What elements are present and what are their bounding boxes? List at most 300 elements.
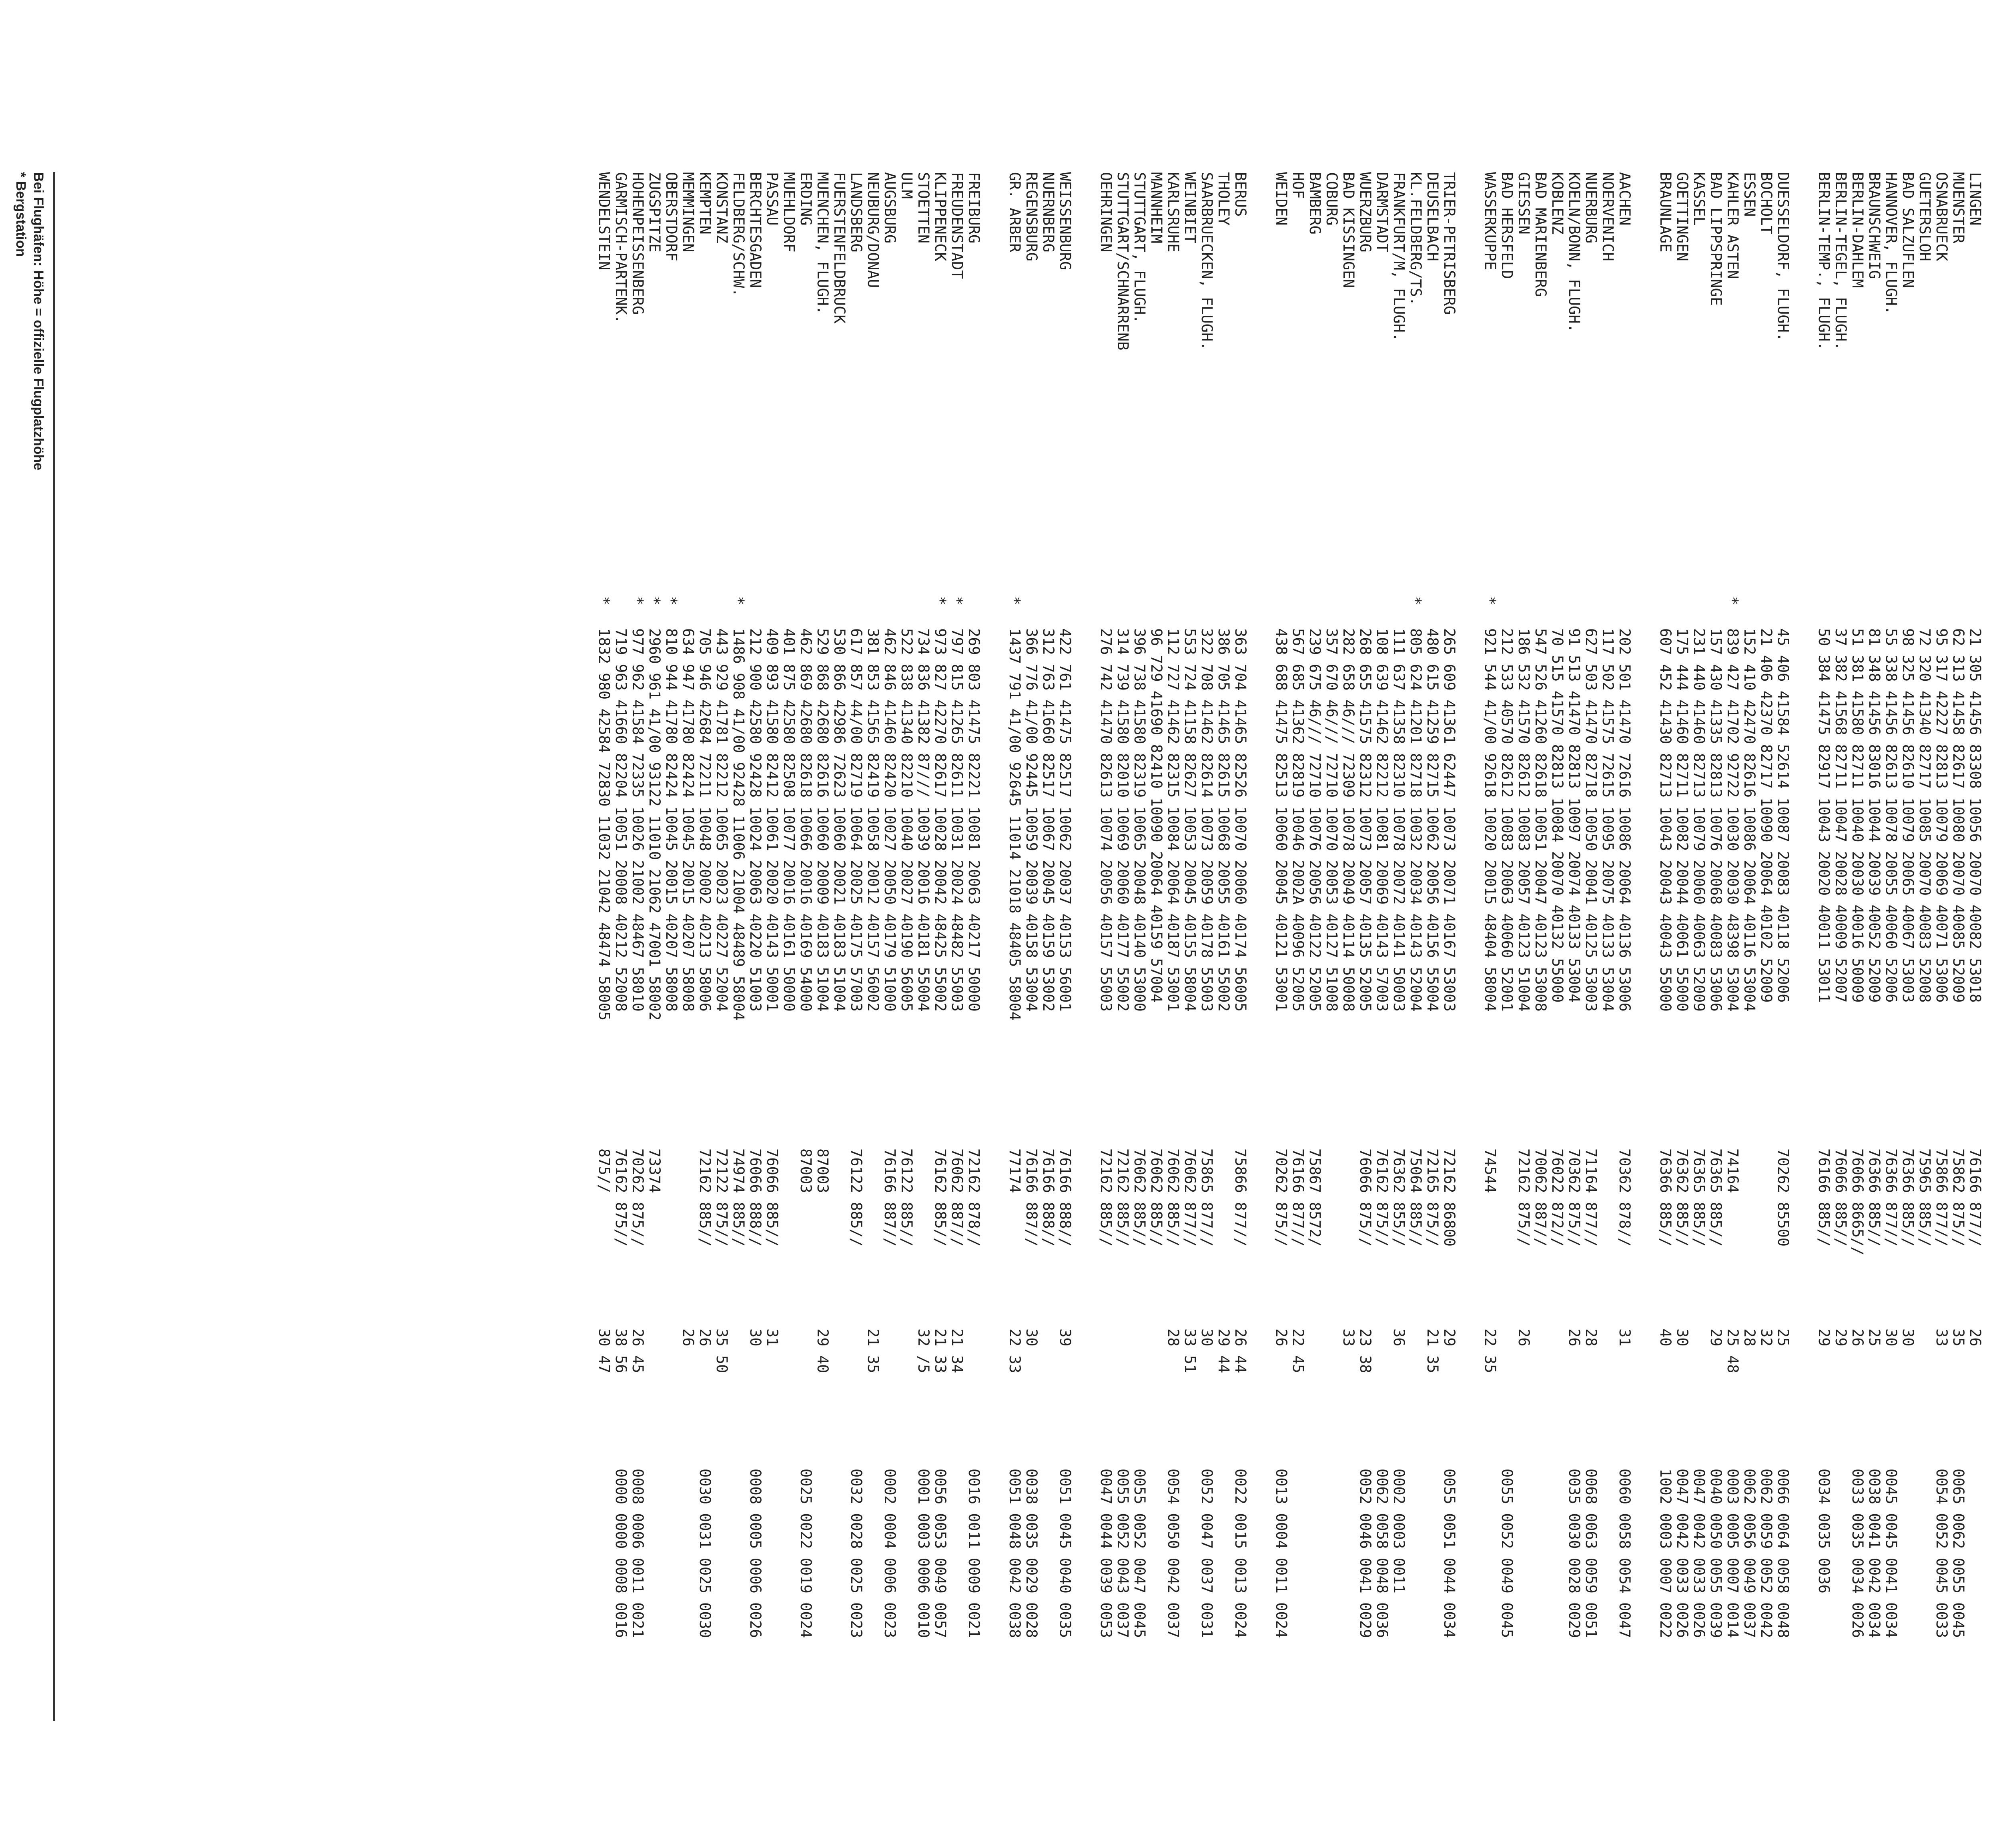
soil-temperatures: 0066 0064 0058 0048 (1774, 1469, 1792, 1638)
station-name: WEIDEN (1273, 172, 1290, 226)
gust-values: 26 (1967, 1329, 1984, 1347)
station-name: STOETTEN (915, 172, 932, 244)
synop-groups: 314 739 41580 82010 10069 20060 40177 55002 (1114, 628, 1131, 1012)
station-name: AUGSBURG (881, 172, 898, 244)
cloud-groups: 76062 885// (1131, 1148, 1148, 1247)
station-name: GARMISCH-PARTENK. (612, 172, 630, 324)
synop-groups: 409 893 41580 82412 10061 20020 40143 50001 (764, 628, 781, 1012)
gust-values: 32 /5 (915, 1329, 932, 1373)
cloud-groups: 76362 885// (1674, 1148, 1691, 1247)
mountain-marker: * (1482, 596, 1499, 605)
station-name: AACHEN (1616, 172, 1633, 226)
mountain-marker: * (948, 596, 966, 605)
station-name: WUERZBURG (1357, 172, 1374, 253)
station-name: ERDING (797, 172, 814, 226)
gust-values: 26 (1566, 1329, 1583, 1347)
station-name: WENDELSTEIN (595, 172, 613, 271)
synop-groups: 212 533 40570 82612 10083 20063 40060 52001 (1498, 628, 1516, 1012)
station-name: NOERVENICH (1599, 172, 1616, 261)
cloud-groups: 76166 877// (1967, 1148, 1984, 1247)
gust-values: 26 (1849, 1329, 1866, 1347)
soil-temperatures: 0062 0058 0048 0036 (1373, 1469, 1391, 1638)
synop-groups: 634 947 41780 82424 10045 20015 40207 58008 (680, 628, 697, 1012)
synop-groups: 117 502 41575 72615 10095 20075 40133 53004 (1599, 628, 1616, 1012)
mountain-marker: * (932, 596, 949, 605)
soil-temperatures: 1002 0003 0007 0022 (1657, 1469, 1674, 1638)
gust-values: 22 35 (1482, 1329, 1499, 1373)
synop-groups: 462 846 41460 82420 10027 20050 40179 51000 (881, 628, 898, 1012)
mountain-marker: * (629, 596, 646, 605)
soil-temperatures: 0025 0022 0019 0024 (797, 1469, 814, 1638)
station-name: ESSEN (1741, 172, 1758, 217)
soil-temperatures: 0047 0044 0039 0053 (1097, 1469, 1115, 1638)
synop-groups: 152 410 42470 82616 10086 20064 40116 53004 (1741, 628, 1758, 1012)
gust-values: 33 (1933, 1329, 1950, 1347)
station-name: OBERSTDORF (663, 172, 680, 261)
cloud-groups: 72162 878// (965, 1148, 982, 1247)
synop-groups: 282 658 46/// 72309 10078 20049 40114 50008 (1340, 628, 1357, 1012)
synop-groups: 381 853 41565 82419 10058 20012 40157 56002 (864, 628, 882, 1012)
cloud-groups: 72162 885// (1097, 1148, 1115, 1247)
station-name: BAMBERG (1306, 172, 1323, 235)
soil-temperatures: 0055 0052 0043 0037 (1114, 1469, 1131, 1638)
synop-groups: 401 875 42580 82508 10077 20016 40161 50000 (780, 628, 798, 1012)
station-name: HANNOVER, FLUGH. (1883, 172, 1900, 315)
station-name: WEINBIET (1181, 172, 1199, 244)
synop-groups: 268 655 41575 82312 10073 20057 40135 52005 (1357, 628, 1374, 1012)
synop-groups: 312 763 41660 82517 10067 20045 40159 53002 (1040, 628, 1057, 1012)
synop-groups: 231 440 41460 82713 10079 20060 40063 52009 (1690, 628, 1708, 1012)
cloud-groups: 76122 885// (898, 1148, 915, 1247)
station-name: FRANKFURT/M, FLUGH. (1390, 172, 1408, 342)
synop-groups: 1832 980 42584 72830 11032 21042 48474 58005 (595, 628, 613, 1021)
gust-values: 29 44 (1215, 1329, 1232, 1373)
station-name: HOHENPEISSENBERG (629, 172, 646, 315)
cloud-groups: 72165 875// (1424, 1148, 1441, 1247)
synop-groups: 363 704 41465 82526 10070 20060 40174 56005 (1232, 628, 1249, 1012)
soil-temperatures: 0032 0028 0025 0023 (848, 1469, 865, 1638)
gust-values: 21 34 (948, 1329, 966, 1373)
station-name: OEHRINGEN (1097, 172, 1115, 253)
mountain-marker: * (1407, 596, 1424, 605)
station-name: BERCHTESGADEN (747, 172, 764, 288)
cloud-groups: 73374 (646, 1148, 663, 1193)
synop-groups: 21 406 42370 82717 10090 20064 40102 52009 (1758, 628, 1775, 1003)
synop-groups: 70 515 41570 82813 10084 20070 40132 55000 (1549, 628, 1566, 1003)
cloud-groups: 76365 885// (1690, 1148, 1708, 1247)
station-name: ZUGSPITZE (646, 172, 663, 253)
soil-temperatures: 0001 0003 0006 0010 (915, 1469, 932, 1638)
station-name: BRAUNLAGE (1657, 172, 1674, 253)
mountain-marker: * (1724, 596, 1741, 605)
bottom-rule (53, 172, 55, 1721)
cloud-groups: 76022 872// (1549, 1148, 1566, 1247)
soil-temperatures: 0002 0003 0011 (1390, 1469, 1408, 1593)
mountain-marker: * (663, 596, 680, 605)
station-name: SAARBRUECKEN, FLUGH. (1198, 172, 1215, 351)
synop-groups: 627 503 41470 82718 10050 20041 40125 53003 (1582, 628, 1600, 1012)
station-name: FREIBURG (965, 172, 982, 244)
station-name: BERLIN-TEMP., FLUGH. (1815, 172, 1833, 351)
soil-temperatures: 0052 0047 0037 0031 (1198, 1469, 1215, 1638)
synop-groups: 91 513 41470 82813 10097 20074 40133 53004 (1566, 628, 1583, 1003)
gust-values: 21 33 (932, 1329, 949, 1373)
synop-groups: 21 305 41456 83308 10056 20070 40082 53018 (1967, 628, 1984, 1003)
gust-values: 30 (1674, 1329, 1691, 1347)
station-name: REGENSBURG (1023, 172, 1040, 261)
cloud-groups: 76066 888// (747, 1148, 764, 1247)
cloud-groups: 72162 885// (696, 1148, 714, 1247)
cloud-groups: 76066 885// (1832, 1148, 1849, 1247)
mountain-marker: * (595, 596, 613, 605)
gust-values: 31 (764, 1329, 781, 1347)
synop-groups: 921 544 41/00 92618 10020 20015 48404 58004 (1482, 628, 1499, 1012)
cloud-groups: 75866 877// (1232, 1148, 1249, 1247)
gust-values: 26 (696, 1329, 714, 1347)
soil-temperatures: 0013 0004 0011 0024 (1273, 1469, 1290, 1638)
station-name: FREUDENSTADT (948, 172, 966, 279)
cloud-groups: 76066 885// (764, 1148, 781, 1247)
station-name: MUENCHEN, FLUGH. (814, 172, 831, 315)
soil-temperatures: 0056 0053 0049 0057 (932, 1469, 949, 1638)
station-name: PASSAU (764, 172, 781, 226)
synop-groups: 239 675 46/// 72710 10076 20056 40122 52005 (1306, 628, 1323, 1012)
station-name: KASSEL (1690, 172, 1708, 226)
cloud-groups: 76062 885// (1165, 1148, 1182, 1247)
soil-temperatures: 0022 0015 0013 0024 (1232, 1469, 1249, 1638)
gust-values: 26 (1515, 1329, 1532, 1347)
station-name: FUERSTENFELDBRUCK (831, 172, 848, 324)
station-name: KONSTANZ (713, 172, 730, 244)
synop-groups: 522 838 41340 82210 10040 20027 40190 56005 (898, 628, 915, 1012)
soil-temperatures: 0062 0056 0049 0037 (1741, 1469, 1758, 1638)
synop-groups: 269 803 41475 82221 10081 20063 40217 50000 (965, 628, 982, 1012)
gust-values: 21 35 (864, 1329, 882, 1373)
cloud-groups: 76166 888// (1057, 1148, 1074, 1247)
cloud-groups: 76062 887// (948, 1148, 966, 1247)
gust-values: 33 (1340, 1329, 1357, 1347)
station-name: GIESSEN (1515, 172, 1532, 235)
synop-groups: 1437 791 41/00 92645 11014 21018 48405 58004 (1006, 628, 1023, 1021)
gust-values: 30 47 (595, 1329, 613, 1373)
soil-temperatures: 0065 0062 0055 0045 (1950, 1469, 1967, 1638)
station-name: BAD SALZUFLEN (1899, 172, 1917, 288)
synop-groups: 81 348 41456 83016 10044 20039 40052 52009 (1866, 628, 1883, 1003)
cloud-groups: 70062 887// (1532, 1148, 1549, 1247)
gust-values: 29 40 (814, 1329, 831, 1373)
synop-groups: 366 776 41/00 92445 10059 20039 40158 53004 (1023, 628, 1040, 1012)
station-name: WASSERKUPPE (1482, 172, 1499, 271)
cloud-groups: 76166 885// (1815, 1148, 1833, 1247)
cloud-groups: 74974 885// (730, 1148, 747, 1247)
gust-values: 22 45 (1289, 1329, 1307, 1373)
cloud-groups: 77174 (1006, 1148, 1023, 1193)
cloud-groups: 76162 875// (1373, 1148, 1391, 1247)
cloud-groups: 70262 85500 (1774, 1148, 1792, 1247)
gust-values: 30 (1883, 1329, 1900, 1347)
station-name: NEUBURG/DONAU (864, 172, 882, 288)
synop-groups: 567 685 41362 82819 10046 2002A 40096 52005 (1289, 628, 1307, 1012)
station-name: BAD KISSINGEN (1340, 172, 1357, 288)
cloud-groups: 76366 885// (1899, 1148, 1917, 1247)
soil-temperatures: 0008 0005 0006 0026 (747, 1469, 764, 1638)
station-name: KL.FELDBERG/TS. (1407, 172, 1424, 306)
soil-temperatures: 0055 0052 0049 0045 (1498, 1469, 1516, 1638)
gust-values: 26 (680, 1329, 697, 1347)
synop-groups: 72 320 41340 82717 10085 20070 40083 52008 (1916, 628, 1933, 1003)
gust-values: 32 (1758, 1329, 1775, 1347)
cloud-groups: 76166 888// (1040, 1148, 1057, 1247)
soil-temperatures: 0054 0050 0042 0037 (1165, 1469, 1182, 1638)
gust-values: 26 44 (1232, 1329, 1249, 1373)
cloud-groups: 74164 (1724, 1148, 1741, 1193)
cloud-groups: 72162 875// (1515, 1148, 1532, 1247)
gust-values: 28 (1582, 1329, 1600, 1347)
station-name: TRIER-PETRISBERG (1441, 172, 1458, 315)
soil-temperatures: 0034 0035 0036 (1815, 1469, 1833, 1593)
cloud-groups: 875// (595, 1148, 613, 1193)
synop-groups: 547 526 41260 82618 10051 20047 40123 53008 (1532, 628, 1549, 1012)
station-name: MUEHLDORF (780, 172, 798, 253)
soil-temperatures: 0068 0063 0059 0051 (1582, 1469, 1600, 1638)
soil-temperatures: 0035 0030 0028 0029 (1566, 1469, 1583, 1638)
synop-groups: 977 962 41584 72335 10026 21002 48467 58010 (629, 628, 646, 1012)
gust-values: 30 (1198, 1329, 1215, 1347)
synop-groups: 112 727 41462 82315 10084 20064 40187 53001 (1165, 628, 1182, 1012)
station-name: DARMSTADT (1373, 172, 1391, 253)
station-name: LANDSBERG (848, 172, 865, 253)
station-name: GOETTINGEN (1674, 172, 1691, 261)
synop-groups: 276 742 41470 82613 10074 20056 40157 55003 (1097, 628, 1115, 1012)
cloud-groups: 76366 877// (1883, 1148, 1900, 1247)
synop-groups: 37 382 41568 82711 10047 20028 40009 52007 (1832, 628, 1849, 1003)
cloud-groups: 75064 885// (1407, 1148, 1424, 1247)
synop-groups: 553 724 41158 82627 10053 20045 40155 58004 (1181, 628, 1199, 1012)
synop-groups: 530 866 42986 72623 10060 20021 40183 51004 (831, 628, 848, 1012)
station-name: STUTTGART/SCHNARRENB (1114, 172, 1131, 351)
gust-values: 40 (1657, 1329, 1674, 1347)
synop-groups: 386 705 41465 82615 10068 20055 40161 55002 (1215, 628, 1232, 1012)
soil-temperatures: 0033 0035 0034 0026 (1849, 1469, 1866, 1638)
cloud-groups: 75867 8572/ (1306, 1148, 1323, 1247)
station-name: ULM (898, 172, 915, 199)
cloud-groups: 70362 875// (1566, 1148, 1583, 1247)
soil-temperatures: 0060 0058 0054 0047 (1616, 1469, 1633, 1638)
soil-temperatures: 0030 0031 0025 0030 (696, 1469, 714, 1638)
station-name: MUENSTER (1950, 172, 1967, 244)
synop-groups: 2960 961 41/00 93122 11010 21062 47001 58002 (646, 628, 663, 1021)
station-name: WEISSENBURG (1057, 172, 1074, 271)
station-name: BAD LIPPSPRINGE (1707, 172, 1724, 306)
station-name: HOF (1289, 172, 1307, 199)
gust-values: 33 51 (1181, 1329, 1199, 1373)
cloud-groups: 76162 885// (932, 1148, 949, 1247)
station-name: BAD MARIENBERG (1532, 172, 1549, 297)
cloud-groups: 75862 875// (1950, 1148, 1967, 1247)
soil-temperatures: 0002 0004 0006 0023 (881, 1469, 898, 1638)
synop-groups: 62 313 41458 82617 10080 20070 40085 52009 (1950, 628, 1967, 1003)
synop-groups: 719 963 41660 82204 10051 20008 40212 52008 (612, 628, 630, 1012)
mountain-marker: * (646, 596, 663, 605)
soil-temperatures: 0052 0046 0041 0029 (1357, 1469, 1374, 1638)
cloud-groups: 72162 86800 (1441, 1148, 1458, 1247)
station-name: MEMMINGEN (680, 172, 697, 253)
soil-temperatures: 0055 0052 0047 0045 (1131, 1469, 1148, 1638)
station-name: BAD HERSFELD (1498, 172, 1516, 279)
gust-values: 28 (1165, 1329, 1182, 1347)
gust-values: 39 (1057, 1329, 1074, 1347)
cloud-groups: 76166 877// (1289, 1148, 1307, 1247)
soil-temperatures: 0038 0041 0042 0034 (1866, 1469, 1883, 1638)
synop-groups: 202 501 41470 72616 10086 20064 40136 53006 (1616, 628, 1633, 1012)
station-name: MANNHEIM (1148, 172, 1165, 244)
synop-groups: 422 761 41475 82517 10062 20037 40153 56001 (1057, 628, 1074, 1012)
soil-temperatures: 0062 0059 0052 0042 (1758, 1469, 1775, 1638)
synop-groups: 973 827 42270 82617 10028 20042 48425 55002 (932, 628, 949, 1012)
soil-temperatures: 0016 0011 0009 0021 (965, 1469, 982, 1638)
cloud-groups: 76162 875// (612, 1148, 630, 1247)
station-name: BRAUNSCHWEIG (1866, 172, 1883, 279)
soil-temperatures: 0047 0042 0033 0026 (1690, 1469, 1708, 1638)
gust-values: 30 (747, 1329, 764, 1347)
footnote-airport-height: Bei Flughäfen: Höhe = offizielle Flugplatzhöhe (31, 172, 46, 471)
synop-groups: 705 946 42684 72211 10048 20002 40213 58006 (696, 628, 714, 1012)
station-name: GR. ARBER (1006, 172, 1023, 253)
soil-temperatures: 0003 0005 0007 0014 (1724, 1469, 1741, 1638)
station-name: KOELN/BONN, FLUGH. (1566, 172, 1583, 333)
gust-values: 36 (1390, 1329, 1408, 1347)
synop-groups: 396 738 41580 82319 10065 20048 40140 53000 (1131, 628, 1148, 1012)
gust-values: 35 50 (713, 1329, 730, 1373)
gust-values: 30 (1023, 1329, 1040, 1347)
synop-groups: 96 729 41690 82410 10090 20064 40159 57004 (1148, 628, 1165, 1003)
synop-groups: 51 381 41580 82711 10040 20030 40016 50009 (1849, 628, 1866, 1003)
station-name: BERUS (1232, 172, 1249, 217)
station-name: LINGEN (1967, 172, 1984, 226)
cloud-groups: 76366 885// (1866, 1148, 1883, 1247)
gust-values: 25 48 (1724, 1329, 1741, 1373)
synop-groups: 157 430 41335 82813 10076 20068 40083 53006 (1707, 628, 1724, 1012)
synop-groups: 108 639 41462 82212 10081 20069 40143 57003 (1373, 628, 1391, 1012)
soil-temperatures: 0038 0035 0029 0028 (1023, 1469, 1040, 1638)
synop-groups: 805 624 41201 82718 10032 20034 40143 52004 (1407, 628, 1424, 1012)
station-name: GUETERSLOH (1916, 172, 1933, 261)
cloud-groups: 70362 878// (1616, 1148, 1633, 1247)
mountain-marker: * (1006, 596, 1023, 605)
synop-groups: 50 384 41475 82917 10043 20020 40011 53011 (1815, 628, 1833, 1003)
cloud-groups: 76362 855// (1390, 1148, 1408, 1247)
gust-values: 26 (1273, 1329, 1290, 1347)
cloud-groups: 76122 885// (848, 1148, 865, 1247)
synop-groups: 607 452 41430 82713 10043 20043 40043 55000 (1657, 628, 1674, 1012)
soil-temperatures: 0051 0045 0040 0035 (1057, 1469, 1074, 1638)
gust-values: 25 (1866, 1329, 1883, 1347)
gust-values: 26 45 (629, 1329, 646, 1373)
synop-groups: 438 688 41475 82513 10060 20045 40121 53001 (1273, 628, 1290, 1012)
gust-values: 30 (1899, 1329, 1917, 1347)
cloud-groups: 75866 877// (1933, 1148, 1950, 1247)
station-name: DEUSELBACH (1424, 172, 1441, 261)
footnotes (12, 172, 47, 470)
cloud-groups: 70262 875// (1273, 1148, 1290, 1247)
gust-values: 29 (1815, 1329, 1833, 1347)
gust-values: 22 33 (1006, 1329, 1023, 1373)
station-name: FELDBERG/SCHW. (730, 172, 747, 297)
cloud-groups: 75965 885// (1916, 1148, 1933, 1247)
footnote-mountain-station: * Bergstation (13, 172, 28, 257)
cloud-groups: 71164 877// (1582, 1148, 1600, 1247)
soil-temperatures: 0055 0051 0044 0034 (1441, 1469, 1458, 1638)
soil-temperatures: 0051 0048 0042 0038 (1006, 1469, 1023, 1638)
synop-groups: 734 836 41382 87/// 10039 20016 40181 55004 (915, 628, 932, 1012)
cloud-groups: 76365 885// (1707, 1148, 1724, 1247)
gust-values: 28 (1741, 1329, 1758, 1347)
station-name: KARLSRUHE (1165, 172, 1182, 253)
soil-temperatures: 0000 0000 0008 0016 (612, 1469, 630, 1638)
station-name: KEMPTEN (696, 172, 714, 235)
synop-groups: 95 317 42227 82813 10079 20069 40071 53006 (1933, 628, 1950, 1003)
station-name: OSNABRUECK (1933, 172, 1950, 261)
station-name: KOBLENZ (1549, 172, 1566, 235)
soil-temperatures: 0054 0052 0045 0033 (1933, 1469, 1950, 1638)
mountain-marker: * (730, 596, 747, 605)
synop-groups: 175 444 41460 82711 10082 20044 40061 55000 (1674, 628, 1691, 1012)
station-name: BERLIN-TEGEL, FLUGH. (1832, 172, 1849, 351)
cloud-groups: 72122 875// (713, 1148, 730, 1247)
cloud-groups: 87003 (814, 1148, 831, 1193)
synop-groups: 322 708 41462 82614 10073 20059 40178 55003 (1198, 628, 1215, 1012)
cloud-groups: 76366 885// (1657, 1148, 1674, 1247)
cloud-groups: 76062 885// (1148, 1148, 1165, 1247)
cloud-groups: 76166 887// (881, 1148, 898, 1247)
station-name: DUESSELDORF, FLUGH. (1774, 172, 1792, 342)
synop-groups: 443 929 41781 82212 10065 20023 40227 52004 (713, 628, 730, 1012)
station-name: BOCHOLT (1758, 172, 1775, 235)
soil-temperatures: 0008 0006 0011 0021 (629, 1469, 646, 1638)
gust-values: 21 35 (1424, 1329, 1441, 1373)
soil-temperatures: 0045 0045 0041 0034 (1883, 1469, 1900, 1638)
gust-values: 31 (1616, 1329, 1633, 1347)
synop-groups: 265 609 41361 62447 10073 20071 40167 53003 (1441, 628, 1458, 1012)
synop-groups: 98 325 41456 82610 10079 20065 40067 53003 (1899, 628, 1917, 1003)
station-name: KLIPPENECK (932, 172, 949, 261)
cloud-groups: 70262 875// (629, 1148, 646, 1247)
gust-values: 25 (1774, 1329, 1792, 1347)
station-name: BERLIN-DAHLEM (1849, 172, 1866, 288)
cloud-groups: 87003 (797, 1148, 814, 1193)
gust-values: 29 (1832, 1329, 1849, 1347)
gust-values: 29 (1441, 1329, 1458, 1347)
synop-groups: 480 615 41259 82715 10062 20056 40156 55004 (1424, 628, 1441, 1012)
station-name: NUERBURG (1582, 172, 1600, 244)
synop-groups: 462 869 42680 82618 10066 20016 40169 54000 (797, 628, 814, 1012)
gust-values: 35 (1950, 1329, 1967, 1347)
synop-groups: 55 338 41456 82613 10078 20055 40060 52006 (1883, 628, 1900, 1003)
cloud-groups: 72162 885// (1114, 1148, 1131, 1247)
station-name: THOLEY (1215, 172, 1232, 226)
synop-groups: 529 868 42680 82616 10060 20009 40183 51004 (814, 628, 831, 1012)
synop-groups: 839 427 41702 92722 10030 20030 48398 53004 (1724, 628, 1741, 1012)
cloud-groups: 74544 (1482, 1148, 1499, 1193)
synop-groups: 617 857 44/00 82719 10064 20025 40175 57003 (848, 628, 865, 1012)
soil-temperatures: 0040 0050 0055 0039 (1707, 1469, 1724, 1638)
gust-values: 23 38 (1357, 1329, 1374, 1373)
gust-values: 29 (1707, 1329, 1724, 1347)
station-name: COBURG (1323, 172, 1340, 226)
synop-groups: 45 406 41584 52614 10087 20083 40118 52006 (1774, 628, 1792, 1003)
cloud-groups: 76066 875// (1357, 1148, 1374, 1247)
gust-values: 38 56 (612, 1329, 630, 1373)
